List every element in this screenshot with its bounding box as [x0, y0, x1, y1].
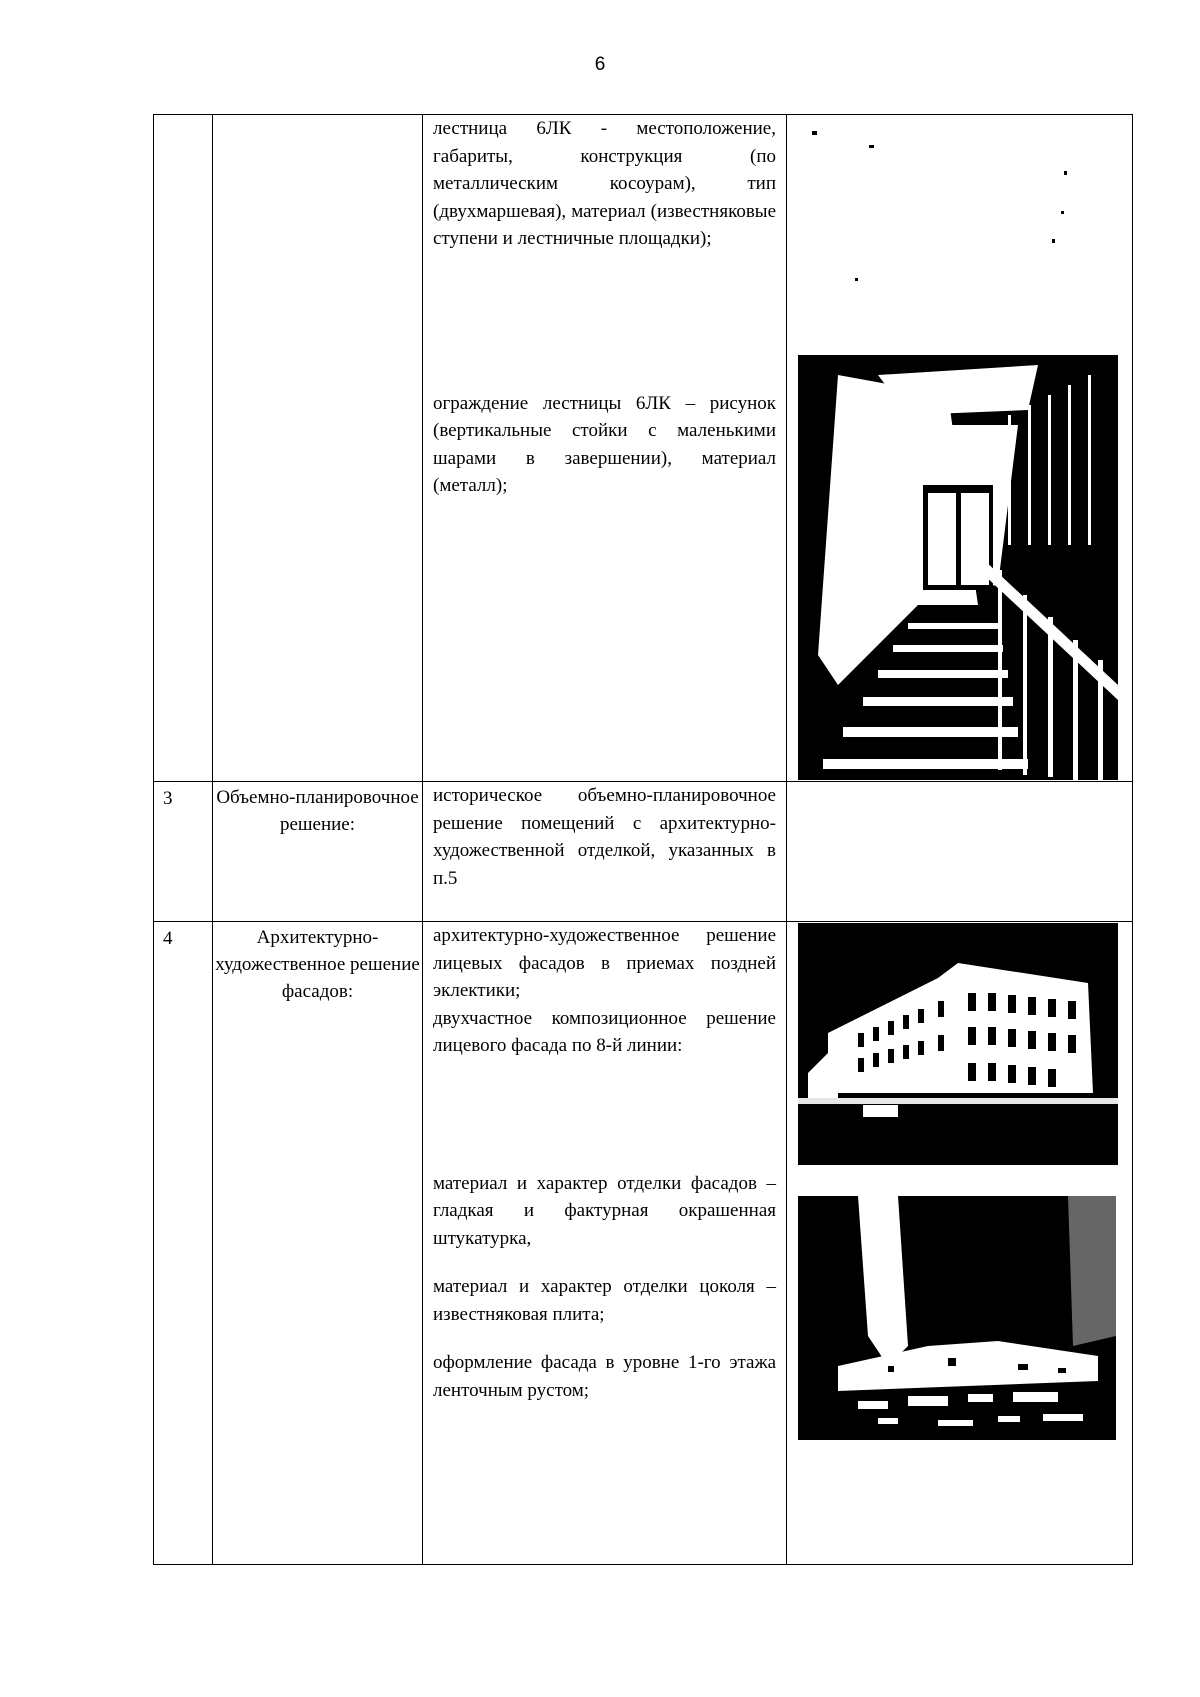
facade-image	[798, 923, 1118, 1165]
plinth-photo	[798, 1196, 1116, 1440]
paragraph: лестница 6ЛК - местоположение, габариты, конструкция (по металлическим косоурам), тип (двухмаршевая), материал (известняковые ступени и лестничные площадки);	[433, 118, 776, 249]
paragraph: двухчастное композиционное решение лицевого фасада по 8-й линии:	[433, 1007, 776, 1056]
row-number	[154, 115, 213, 782]
paragraph: материал и характер отделки фасадов – гладкая и фактурная окрашенная штукатурка,	[433, 1172, 776, 1249]
row-number: 3	[154, 782, 213, 922]
photo-cell	[787, 782, 1133, 922]
paragraph: оформление фасада в уровне 1-го этажа ленточным рустом;	[433, 1352, 776, 1401]
paragraph: материал и характер отделки цоколя – известняковая плита;	[433, 1276, 776, 1325]
staircase-image	[798, 355, 1118, 780]
scan-speck	[869, 145, 874, 148]
table-row	[154, 115, 1133, 782]
row-title	[213, 115, 423, 782]
table-row	[154, 922, 1133, 1565]
paragraph: архитектурно-художественное решение лицевых фасадов в приемах поздней эклектики;	[433, 925, 776, 1001]
scan-speck	[855, 278, 858, 281]
row-description	[423, 922, 787, 1565]
staircase-photo	[798, 355, 1118, 780]
photo-cell	[787, 922, 1133, 1565]
scan-speck	[1061, 211, 1064, 214]
row-title: Архитектурно-художественное решение фасадов:	[213, 922, 423, 1565]
scan-speck	[812, 131, 817, 135]
paragraph: ограждение лестницы 6ЛК – рисунок (вертикальные стойки с маленькими шарами в завершении), материал (металл);	[433, 392, 776, 496]
scan-speck	[1064, 171, 1067, 175]
row-number: 4	[154, 922, 213, 1565]
facade-photo	[798, 923, 1118, 1165]
scan-speck	[1052, 239, 1055, 243]
row-title: Объемно-планировочное решение:	[213, 782, 423, 922]
table-row	[154, 782, 1133, 922]
heritage-table	[153, 114, 1133, 1565]
paragraph: историческое объемно-планировочное решение помещений с архитектурно-художественной отделкой, указанных в п.5	[433, 785, 776, 889]
photo-cell	[787, 115, 1133, 782]
page-number: 6	[594, 54, 606, 75]
row-description	[423, 115, 787, 782]
row-description	[423, 782, 787, 922]
plinth-image	[798, 1196, 1116, 1440]
